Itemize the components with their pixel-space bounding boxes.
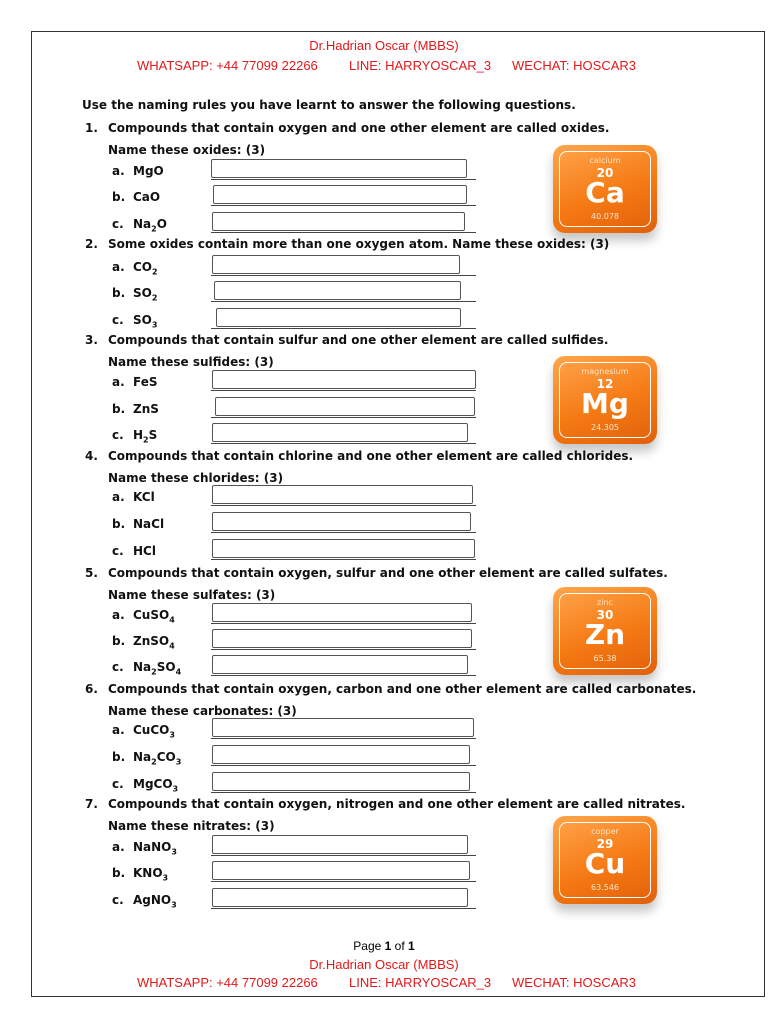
element-tile-frame — [559, 151, 651, 227]
item-letter: a. — [112, 260, 125, 274]
item-letter: b. — [112, 402, 126, 416]
answer-box[interactable] — [212, 539, 475, 558]
formula-part: CaO — [133, 190, 161, 204]
formula-subscript: 3 — [175, 757, 182, 767]
answer-underline — [211, 179, 476, 180]
atomic-mass: 65.38 — [593, 654, 617, 663]
answer-underline — [211, 908, 476, 909]
chemical-formula — [133, 608, 175, 624]
atomic-mass: 40.078 — [591, 212, 619, 221]
chemical-formula — [133, 375, 158, 389]
item-letter: b. — [112, 286, 126, 300]
element-name: copper — [591, 827, 619, 836]
chemical-formula — [133, 544, 156, 558]
item-letter: a. — [112, 375, 125, 389]
question-text: Some oxides contain more than one oxygen atom. Name these oxides: (3) — [108, 237, 610, 251]
page-label: Page — [353, 939, 382, 953]
chemical-formula — [133, 402, 159, 416]
answer-box[interactable] — [212, 603, 472, 622]
formula-subscript: 2 — [151, 293, 158, 303]
answer-box[interactable] — [215, 397, 475, 416]
answer-underline — [211, 855, 476, 856]
chemical-formula — [133, 517, 164, 531]
formula-subscript: 3 — [171, 847, 177, 857]
formula-subscript: 4 — [169, 641, 175, 651]
item-letter: b. — [112, 866, 126, 880]
footer-whatsapp: WHATSAPP: +44 77099 22266 — [137, 975, 318, 990]
chemical-formula — [133, 217, 167, 233]
chemical-formula — [133, 260, 158, 276]
answer-box[interactable] — [212, 629, 472, 648]
chemical-formula — [133, 634, 175, 650]
element-tile-magnesium — [553, 356, 657, 444]
question-number: 6. — [85, 682, 98, 696]
question-number: 4. — [85, 449, 98, 463]
question-number: 7. — [85, 797, 98, 811]
answer-underline — [211, 301, 476, 302]
formula-subscript: 3 — [171, 900, 177, 910]
formula-part: Na — [133, 217, 152, 231]
question-text: Compounds that contain sulfur and one other element are called sulfides. — [108, 333, 609, 347]
formula-part: AgNO — [133, 893, 172, 907]
element-tile-frame — [559, 822, 651, 898]
question-text: Compounds that contain oxygen and one other element are called oxides. — [108, 121, 610, 135]
question-subprompt: Name these carbonates: (3) — [108, 704, 297, 718]
formula-part: MgCO — [133, 777, 173, 791]
element-name: zinc — [597, 598, 613, 607]
item-letter: a. — [112, 840, 125, 854]
element-tile-copper — [553, 816, 657, 904]
element-tile-calcium — [553, 145, 657, 233]
answer-box[interactable] — [213, 185, 467, 204]
formula-part: Na — [133, 750, 152, 764]
answer-box[interactable] — [212, 835, 468, 854]
element-symbol: Cu — [584, 847, 626, 880]
question-text: Compounds that contain oxygen, sulfur and one other element are called sulfates. — [108, 566, 668, 580]
formula-part: SO — [156, 660, 176, 674]
header-wechat: WECHAT: HOSCAR3 — [512, 58, 636, 73]
formula-part: CO — [133, 260, 153, 274]
formula-subscript: 4 — [169, 615, 175, 625]
formula-part: FeS — [133, 375, 158, 389]
item-letter: b. — [112, 517, 126, 531]
atomic-number: 29 — [596, 837, 614, 851]
chemical-formula — [133, 660, 181, 676]
question-subprompt: Name these oxides: (3) — [108, 143, 266, 157]
formula-part: NaCl — [133, 517, 165, 531]
element-tile-zinc — [553, 587, 657, 675]
answer-box[interactable] — [212, 718, 474, 737]
item-letter: c. — [112, 217, 124, 231]
answer-underline — [211, 443, 476, 444]
element-symbol: Zn — [584, 618, 626, 651]
footer-wechat: WECHAT: HOSCAR3 — [512, 975, 636, 990]
header-whatsapp: WHATSAPP: +44 77099 22266 — [137, 58, 318, 73]
item-letter: b. — [112, 634, 126, 648]
chemical-formula — [133, 286, 157, 302]
item-letter: c. — [112, 660, 124, 674]
chemical-formula — [133, 866, 168, 882]
answer-underline — [211, 328, 476, 329]
formula-subscript: 2 — [143, 435, 149, 445]
formula-part: SO — [133, 286, 152, 300]
answer-box[interactable] — [214, 281, 461, 300]
answer-box[interactable] — [212, 655, 468, 674]
answer-underline — [211, 232, 476, 233]
question-subprompt: Name these sulfates: (3) — [108, 588, 276, 602]
formula-subscript: 4 — [175, 667, 182, 677]
formula-part: H — [133, 428, 144, 442]
item-letter: c. — [112, 313, 124, 327]
formula-part: NaNO — [133, 840, 172, 854]
item-letter: c. — [112, 893, 124, 907]
answer-underline — [211, 532, 476, 533]
question-text: Compounds that contain chlorine and one other element are called chlorides. — [108, 449, 634, 463]
answer-box[interactable] — [216, 308, 461, 327]
question-number: 2. — [85, 237, 98, 251]
chemical-formula — [133, 313, 157, 329]
formula-part: HCl — [133, 544, 156, 558]
item-letter: a. — [112, 723, 125, 737]
page-total: 1 — [408, 939, 415, 953]
formula-subscript: 2 — [152, 267, 158, 277]
question-text: Compounds that contain oxygen, nitrogen and one other element are called nitrates. — [108, 797, 686, 811]
answer-box[interactable] — [212, 888, 468, 907]
formula-part: KNO — [133, 866, 163, 880]
item-letter: b. — [112, 190, 126, 204]
question-number: 5. — [85, 566, 98, 580]
item-letter: c. — [112, 544, 124, 558]
element-tile-frame — [559, 593, 651, 669]
answer-underline — [211, 881, 476, 882]
question-subprompt: Name these chlorides: (3) — [108, 471, 284, 485]
chemical-formula — [133, 164, 164, 178]
answer-underline — [211, 559, 476, 560]
element-tile-frame — [559, 362, 651, 438]
item-letter: b. — [112, 750, 126, 764]
answer-underline — [211, 205, 476, 206]
answer-box[interactable] — [212, 212, 465, 231]
atomic-number: 20 — [596, 166, 614, 180]
formula-part: MgO — [133, 164, 164, 178]
formula-part: KCl — [133, 490, 155, 504]
answer-box[interactable] — [212, 861, 470, 880]
worksheet-instructions: Use the naming rules you have learnt to answer the following questions. — [82, 98, 576, 112]
formula-subscript: 2 — [151, 224, 157, 234]
atomic-number: 30 — [596, 608, 614, 622]
formula-subscript: 3 — [172, 784, 179, 794]
answer-box[interactable] — [212, 255, 460, 274]
item-letter: a. — [112, 490, 125, 504]
answer-underline — [211, 505, 476, 506]
atomic-mass: 63.546 — [591, 883, 619, 892]
answer-box[interactable] — [212, 423, 468, 442]
answer-box[interactable] — [212, 485, 473, 504]
answer-underline — [211, 390, 476, 391]
chemical-formula — [133, 723, 175, 739]
formula-part: CO — [156, 750, 176, 764]
element-name: calcium — [589, 156, 621, 165]
item-letter: c. — [112, 777, 124, 791]
question-text: Compounds that contain oxygen, carbon and one other element are called carbonates. — [108, 682, 697, 696]
answer-underline — [211, 623, 476, 624]
answer-box[interactable] — [212, 745, 470, 764]
answer-box[interactable] — [212, 512, 471, 531]
question-number: 1. — [85, 121, 98, 135]
answer-box[interactable] — [211, 159, 467, 178]
formula-subscript: 3 — [169, 730, 175, 740]
formula-part: ZnSO — [133, 634, 170, 648]
chemical-formula — [133, 428, 157, 444]
header-line: LINE: HARRYOSCAR_3 — [349, 58, 492, 73]
element-name: magnesium — [581, 367, 629, 376]
atomic-mass: 24.305 — [591, 423, 619, 432]
chemical-formula — [133, 490, 155, 504]
chemical-formula — [133, 190, 160, 204]
formula-part: CuSO — [133, 608, 170, 622]
answer-box[interactable] — [212, 370, 476, 389]
answer-underline — [211, 792, 476, 793]
chemical-formula — [133, 777, 178, 793]
answer-underline — [211, 649, 476, 650]
answer-box[interactable] — [212, 772, 470, 791]
answer-underline — [211, 275, 476, 276]
answer-underline — [211, 765, 476, 766]
formula-part: ZnS — [133, 402, 159, 416]
chemical-formula — [133, 750, 181, 766]
element-symbol: Mg — [581, 387, 629, 420]
page-current: 1 — [384, 939, 392, 953]
formula-subscript: 3 — [162, 873, 169, 883]
formula-subscript: 3 — [151, 320, 158, 330]
chemical-formula — [133, 840, 177, 856]
formula-part: S — [148, 428, 158, 442]
item-letter: a. — [112, 164, 125, 178]
formula-part: SO — [133, 313, 152, 327]
answer-underline — [211, 738, 476, 739]
atomic-number: 12 — [596, 377, 614, 391]
formula-subscript: 2 — [151, 667, 157, 677]
footer-line: LINE: HARRYOSCAR_3 — [349, 975, 492, 990]
chemical-formula — [133, 893, 177, 909]
item-letter: a. — [112, 608, 125, 622]
footer-author-name: Dr.Hadrian Oscar (MBBS) — [309, 957, 459, 972]
header-author-name: Dr.Hadrian Oscar (MBBS) — [309, 38, 459, 53]
formula-subscript: 2 — [151, 757, 157, 767]
item-letter: c. — [112, 428, 124, 442]
question-number: 3. — [85, 333, 98, 347]
page-number — [0, 939, 768, 953]
answer-underline — [211, 417, 476, 418]
page-of: of — [394, 939, 405, 953]
question-subprompt: Name these sulfides: (3) — [108, 355, 274, 369]
answer-underline — [211, 675, 476, 676]
formula-part: CuCO — [133, 723, 170, 737]
question-subprompt: Name these nitrates: (3) — [108, 819, 275, 833]
formula-part: O — [156, 217, 167, 231]
formula-part: Na — [133, 660, 152, 674]
element-symbol: Ca — [585, 176, 625, 209]
